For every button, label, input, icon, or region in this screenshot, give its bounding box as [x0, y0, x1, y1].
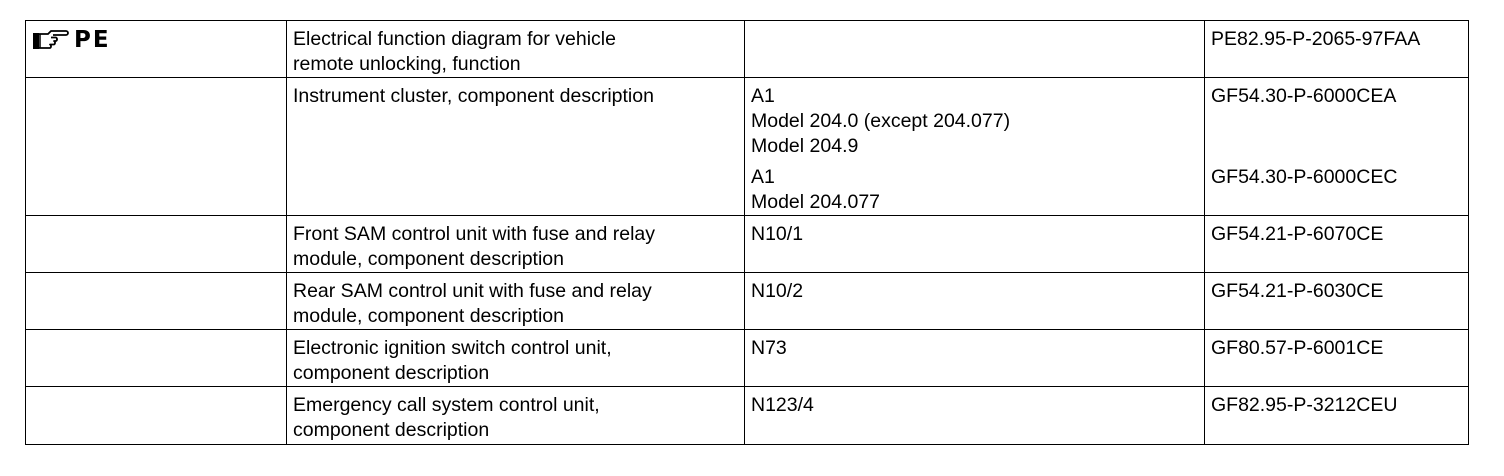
description-line: module, component description: [293, 248, 564, 270]
spacer: [1211, 109, 1462, 134]
table-row: [26, 216, 1469, 273]
description-line: Electrical function diagram for vehicle: [293, 28, 616, 50]
table-row: [26, 78, 1469, 216]
doc-ref-cell: [1205, 78, 1469, 216]
table-row: [26, 330, 1469, 387]
description-line: Emergency call system control unit,: [293, 394, 600, 416]
description-cell: [287, 330, 745, 387]
description-line: remote unlocking, function: [293, 53, 521, 75]
model-note: Model 204.9: [751, 135, 859, 157]
description-line: module, component description: [293, 305, 564, 327]
doc-ref-cell: [1205, 387, 1469, 445]
table-row: [26, 21, 1469, 78]
component-id: N10/2: [751, 280, 804, 302]
model-note: Model 204.077: [751, 191, 881, 213]
model-note: Model 204.0 (except 204.077): [751, 110, 1011, 132]
component-id: A1: [751, 85, 775, 107]
description-line: component description: [293, 362, 490, 384]
description-cell: [287, 216, 745, 273]
spacer: [1211, 134, 1462, 159]
component-id: N123/4: [751, 394, 814, 416]
marker-cell: [26, 78, 287, 216]
doc-ref-link[interactable]: GF80.57-P-6001CE: [1211, 337, 1384, 359]
doc-ref-cell: [1205, 216, 1469, 273]
marker-cell: [26, 273, 287, 330]
component-id: N73: [751, 337, 787, 359]
component-cell: [745, 21, 1205, 78]
doc-ref-link[interactable]: GF82.95-P-3212CEU: [1211, 394, 1398, 416]
description-cell: [287, 387, 745, 445]
reference-table: [25, 20, 1469, 445]
component-cell: [745, 387, 1205, 445]
doc-ref-link[interactable]: PE82.95-P-2065-97FAA: [1211, 28, 1421, 50]
table-row: [26, 387, 1469, 445]
component-id: N10/1: [751, 223, 804, 245]
description-line: Rear SAM control unit with fuse and relay: [293, 280, 652, 302]
description-line: Front SAM control unit with fuse and relay: [293, 223, 655, 245]
doc-ref-cell: [1205, 273, 1469, 330]
pointing-hand-icon: [32, 28, 70, 52]
doc-ref-cell: [1205, 21, 1469, 78]
description-cell: [287, 273, 745, 330]
component-cell: [745, 78, 1205, 216]
doc-ref-cell: [1205, 330, 1469, 387]
component-cell: [745, 216, 1205, 273]
marker-cell: [26, 387, 287, 445]
component-cell: [745, 330, 1205, 387]
description-line: Electronic ignition switch control unit,: [293, 337, 612, 359]
marker-cell: [26, 330, 287, 387]
doc-ref-link[interactable]: GF54.30-P-6000CEA: [1211, 85, 1397, 107]
table-row: [26, 273, 1469, 330]
component-cell: [745, 273, 1205, 330]
marker-cell: [26, 216, 287, 273]
doc-ref-link[interactable]: GF54.21-P-6030CE: [1211, 280, 1384, 302]
description-cell: [287, 78, 745, 216]
doc-ref-link[interactable]: GF54.30-P-6000CEC: [1211, 166, 1398, 188]
description-line: Instrument cluster, component description: [293, 85, 654, 107]
description-cell: [287, 21, 745, 78]
doc-ref-link[interactable]: GF54.21-P-6070CE: [1211, 223, 1384, 245]
pe-label: PE: [74, 27, 111, 53]
component-id: A1: [751, 166, 775, 188]
marker-cell: [26, 21, 287, 78]
description-line: component description: [293, 419, 490, 441]
pe-marker[interactable]: [32, 27, 280, 53]
